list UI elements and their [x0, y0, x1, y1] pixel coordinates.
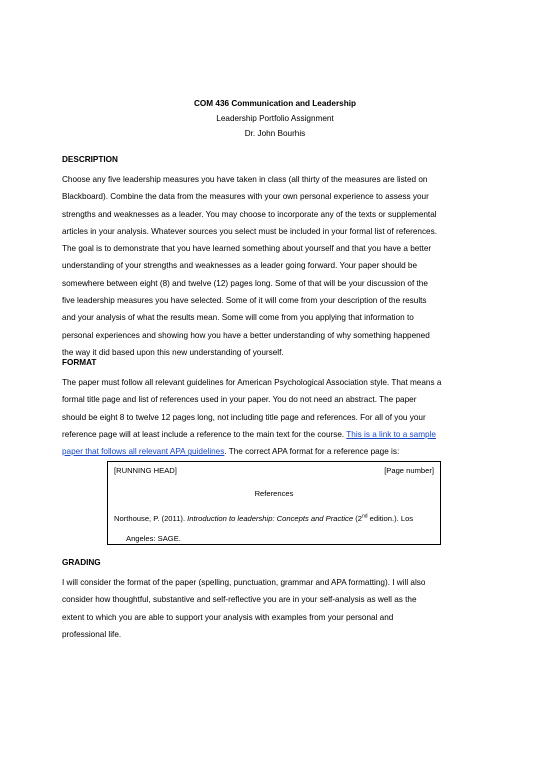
- grading-line: consider how thoughtful, substantive and self-reflective you are in your self-analysis as well as the: [62, 595, 417, 605]
- format-line: [62, 430, 436, 439]
- format-line-text: . The correct APA format for a reference page is:: [224, 447, 400, 457]
- citation-author: Northouse, P. (2011).: [114, 514, 188, 523]
- format-heading: FORMAT: [62, 358, 97, 367]
- grading-heading: GRADING: [62, 558, 101, 567]
- grading-paragraph: [62, 574, 492, 643]
- format-line: [62, 447, 399, 456]
- description-heading: DESCRIPTION: [62, 155, 118, 164]
- instructor-name: Dr. John Bourhis: [244, 129, 306, 138]
- format-paragraph: [62, 374, 492, 460]
- description-line: understanding of your strengths and weaknesses as a leader going forward. Your paper should be: [62, 261, 418, 271]
- citation-edition: (2: [353, 514, 362, 523]
- description-line: and your analysis of what the results mean. Some will come from you applying that information to: [62, 313, 414, 323]
- description-line: the way it did based upon this new understanding of yourself.: [62, 347, 284, 357]
- running-head-label: [RUNNING HEAD]: [114, 466, 177, 475]
- grading-line: extent to which you are able to support your analysis with examples from your personal and: [62, 612, 394, 622]
- description-line: Blackboard). Combine the data from the measures with your own personal experience to assess your: [62, 192, 429, 202]
- page-number-label: [Page number]: [384, 466, 434, 475]
- citation-line: [114, 514, 413, 523]
- format-line: formal title page and list of references used in your paper. You do not need an abstract. The paper: [62, 395, 417, 405]
- description-line: The goal is to demonstrate that you have learned something about yourself and that you have a better: [62, 244, 432, 254]
- course-title: COM 436 Communication and Leadership: [194, 99, 356, 108]
- description-line: personal experiences and showing how you have a better understanding of why something happened: [62, 330, 430, 340]
- format-line: The paper must follow all relevant guidelines for American Psychological Association style. That means a: [62, 378, 442, 387]
- citation-title: Introduction to leadership: Concepts and Practice: [187, 514, 354, 523]
- description-line: Choose any five leadership measures you have taken in class (all thirty of the measures are listed on: [62, 175, 428, 184]
- description-paragraph: [62, 171, 492, 361]
- format-line: should be eight 8 to twelve 12 pages long, not including title page and references. For all of you your: [62, 412, 426, 422]
- assignment-title: Leadership Portfolio Assignment: [216, 114, 334, 123]
- citation-line-2: Angeles: SAGE.: [126, 534, 181, 543]
- reference-example-box: [107, 461, 441, 545]
- citation-edition-post: edition.). Los: [367, 514, 414, 523]
- apa-sample-link-continued[interactable]: paper that follows all relevant APA guidelines: [62, 447, 225, 457]
- description-line: articles in your analysis. Whatever sources you select must be included in your formal list of references.: [62, 226, 437, 236]
- citation-edition-sup: nd: [361, 513, 368, 520]
- description-line: strengths and weaknesses as a leader. You may choose to incorporate any of the texts or supplemental: [62, 209, 437, 219]
- references-title: References: [254, 489, 294, 498]
- apa-sample-link[interactable]: This is a link to a sample: [346, 429, 436, 439]
- grading-line: I will consider the format of the paper (spelling, punctuation, grammar and APA formatting). I will also: [62, 578, 426, 587]
- format-line-text: reference page will at least include a reference to the main text for the course.: [62, 429, 347, 439]
- grading-line: professional life.: [62, 629, 122, 639]
- description-line: somewhere between eight (8) and twelve (12) pages long. Some of that will be your discussion of the: [62, 278, 428, 288]
- description-line: five leadership measures you have selected. Some of it will come from your description of the results: [62, 296, 427, 306]
